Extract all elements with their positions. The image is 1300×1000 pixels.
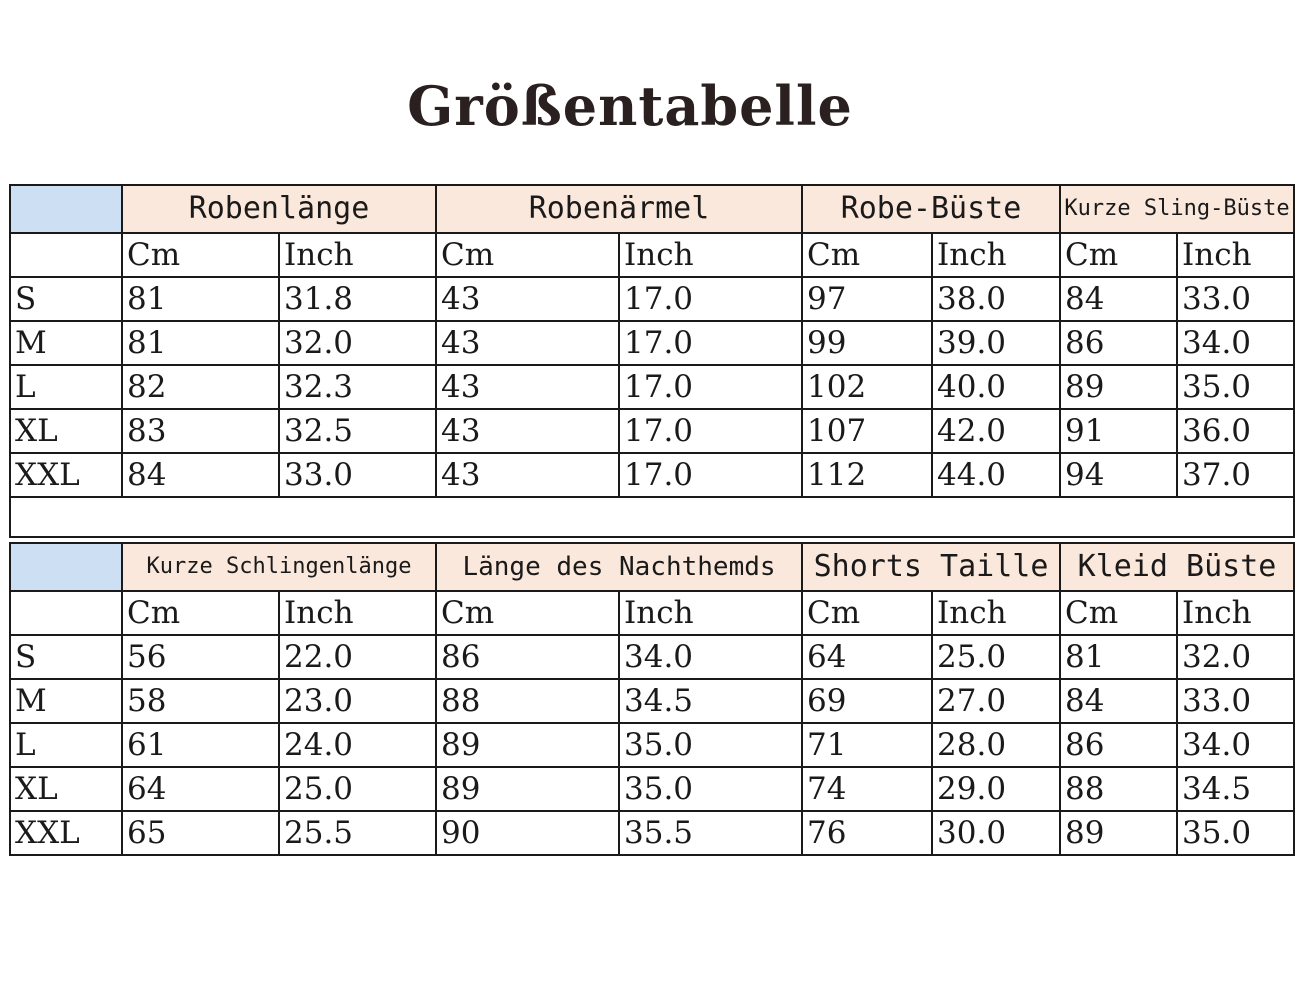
value-cell: 37.0 — [1177, 453, 1294, 497]
value-cell: 32.0 — [1177, 635, 1294, 679]
value-cell: 25.0 — [279, 767, 436, 811]
value-cell: 42.0 — [932, 409, 1060, 453]
spacer-cell — [10, 497, 1294, 537]
group-header: Shorts Taille — [802, 543, 1060, 591]
value-cell: 33.0 — [279, 453, 436, 497]
table-row — [10, 277, 1294, 321]
unit-inch: Inch — [619, 591, 802, 635]
value-cell: 64 — [802, 635, 932, 679]
value-cell: 76 — [802, 811, 932, 855]
value-cell: 35.0 — [1177, 365, 1294, 409]
value-cell: 25.0 — [932, 635, 1060, 679]
value-cell: 84 — [1060, 277, 1177, 321]
size-table-bottom — [9, 542, 1295, 856]
group-header: Kurze Sling-Büste — [1060, 185, 1294, 233]
value-cell: 28.0 — [932, 723, 1060, 767]
value-cell: 27.0 — [932, 679, 1060, 723]
size-label: XL — [10, 767, 122, 811]
size-label: S — [10, 277, 122, 321]
value-cell: 43 — [436, 321, 619, 365]
value-cell: 35.0 — [619, 723, 802, 767]
value-cell: 81 — [122, 277, 279, 321]
value-cell: 43 — [436, 365, 619, 409]
value-cell: 36.0 — [1177, 409, 1294, 453]
value-cell: 34.5 — [619, 679, 802, 723]
value-cell: 89 — [1060, 365, 1177, 409]
value-cell: 94 — [1060, 453, 1177, 497]
value-cell: 35.0 — [1177, 811, 1294, 855]
value-cell: 35.5 — [619, 811, 802, 855]
value-cell: 91 — [1060, 409, 1177, 453]
value-cell: 82 — [122, 365, 279, 409]
value-cell: 29.0 — [932, 767, 1060, 811]
unit-inch: Inch — [932, 591, 1060, 635]
value-cell: 17.0 — [619, 409, 802, 453]
unit-inch: Inch — [1177, 233, 1294, 277]
unit-inch: Inch — [279, 591, 436, 635]
value-cell: 23.0 — [279, 679, 436, 723]
value-cell: 30.0 — [932, 811, 1060, 855]
value-cell: 88 — [1060, 767, 1177, 811]
value-cell: 33.0 — [1177, 277, 1294, 321]
table-row — [10, 679, 1294, 723]
value-cell: 32.0 — [279, 321, 436, 365]
table-row — [10, 365, 1294, 409]
value-cell: 32.5 — [279, 409, 436, 453]
unit-header-row — [10, 233, 1294, 277]
value-cell: 25.5 — [279, 811, 436, 855]
size-label: M — [10, 321, 122, 365]
unit-inch: Inch — [932, 233, 1060, 277]
value-cell: 38.0 — [932, 277, 1060, 321]
group-header: Kleid Büste — [1060, 543, 1294, 591]
group-header-row — [10, 185, 1294, 233]
value-cell: 102 — [802, 365, 932, 409]
value-cell: 90 — [436, 811, 619, 855]
value-cell: 69 — [802, 679, 932, 723]
value-cell: 86 — [1060, 321, 1177, 365]
value-cell: 86 — [436, 635, 619, 679]
unit-cm: Cm — [1060, 591, 1177, 635]
unit-cm: Cm — [1060, 233, 1177, 277]
value-cell: 89 — [436, 723, 619, 767]
unit-cm: Cm — [122, 591, 279, 635]
group-header: Robenärmel — [436, 185, 802, 233]
value-cell: 89 — [436, 767, 619, 811]
table-row — [10, 811, 1294, 855]
value-cell: 97 — [802, 277, 932, 321]
blank-cell — [10, 233, 122, 277]
size-label: S — [10, 635, 122, 679]
value-cell: 107 — [802, 409, 932, 453]
unit-inch: Inch — [619, 233, 802, 277]
value-cell: 43 — [436, 409, 619, 453]
table-row — [10, 409, 1294, 453]
unit-inch: Inch — [279, 233, 436, 277]
value-cell: 43 — [436, 277, 619, 321]
table-row — [10, 635, 1294, 679]
group-header: Robenlänge — [122, 185, 436, 233]
table-row — [10, 767, 1294, 811]
value-cell: 34.5 — [1177, 767, 1294, 811]
value-cell: 81 — [122, 321, 279, 365]
table-row — [10, 321, 1294, 365]
value-cell: 65 — [122, 811, 279, 855]
unit-cm: Cm — [802, 591, 932, 635]
table-row — [10, 723, 1294, 767]
size-label: XXL — [10, 811, 122, 855]
value-cell: 35.0 — [619, 767, 802, 811]
unit-cm: Cm — [436, 233, 619, 277]
value-cell: 44.0 — [932, 453, 1060, 497]
value-cell: 112 — [802, 453, 932, 497]
size-label: L — [10, 365, 122, 409]
value-cell: 32.3 — [279, 365, 436, 409]
size-label: XXL — [10, 453, 122, 497]
unit-cm: Cm — [802, 233, 932, 277]
unit-cm: Cm — [436, 591, 619, 635]
group-header: Kurze Schlingenlänge — [122, 543, 436, 591]
value-cell: 56 — [122, 635, 279, 679]
value-cell: 84 — [122, 453, 279, 497]
unit-cm: Cm — [122, 233, 279, 277]
size-label: L — [10, 723, 122, 767]
value-cell: 61 — [122, 723, 279, 767]
table-row — [10, 453, 1294, 497]
size-label: M — [10, 679, 122, 723]
value-cell: 83 — [122, 409, 279, 453]
value-cell: 71 — [802, 723, 932, 767]
value-cell: 31.8 — [279, 277, 436, 321]
blank-cell — [10, 591, 122, 635]
value-cell: 22.0 — [279, 635, 436, 679]
value-cell: 86 — [1060, 723, 1177, 767]
value-cell: 99 — [802, 321, 932, 365]
value-cell: 33.0 — [1177, 679, 1294, 723]
value-cell: 17.0 — [619, 277, 802, 321]
value-cell: 17.0 — [619, 453, 802, 497]
unit-inch: Inch — [1177, 591, 1294, 635]
value-cell: 43 — [436, 453, 619, 497]
value-cell: 40.0 — [932, 365, 1060, 409]
value-cell: 34.0 — [1177, 321, 1294, 365]
value-cell: 58 — [122, 679, 279, 723]
spacer-row — [10, 497, 1294, 537]
value-cell: 24.0 — [279, 723, 436, 767]
group-header-row — [10, 543, 1294, 591]
unit-header-row — [10, 591, 1294, 635]
value-cell: 89 — [1060, 811, 1177, 855]
corner-cell — [10, 543, 122, 591]
value-cell: 74 — [802, 767, 932, 811]
value-cell: 17.0 — [619, 365, 802, 409]
value-cell: 34.0 — [619, 635, 802, 679]
group-header: Länge des Nachthemds — [436, 543, 802, 591]
value-cell: 39.0 — [932, 321, 1060, 365]
page-title: Größentabelle — [407, 74, 853, 138]
value-cell: 88 — [436, 679, 619, 723]
value-cell: 17.0 — [619, 321, 802, 365]
value-cell: 34.0 — [1177, 723, 1294, 767]
size-label: XL — [10, 409, 122, 453]
value-cell: 81 — [1060, 635, 1177, 679]
value-cell: 84 — [1060, 679, 1177, 723]
group-header: Robe-Büste — [802, 185, 1060, 233]
corner-cell — [10, 185, 122, 233]
value-cell: 64 — [122, 767, 279, 811]
size-table-top — [9, 184, 1295, 538]
